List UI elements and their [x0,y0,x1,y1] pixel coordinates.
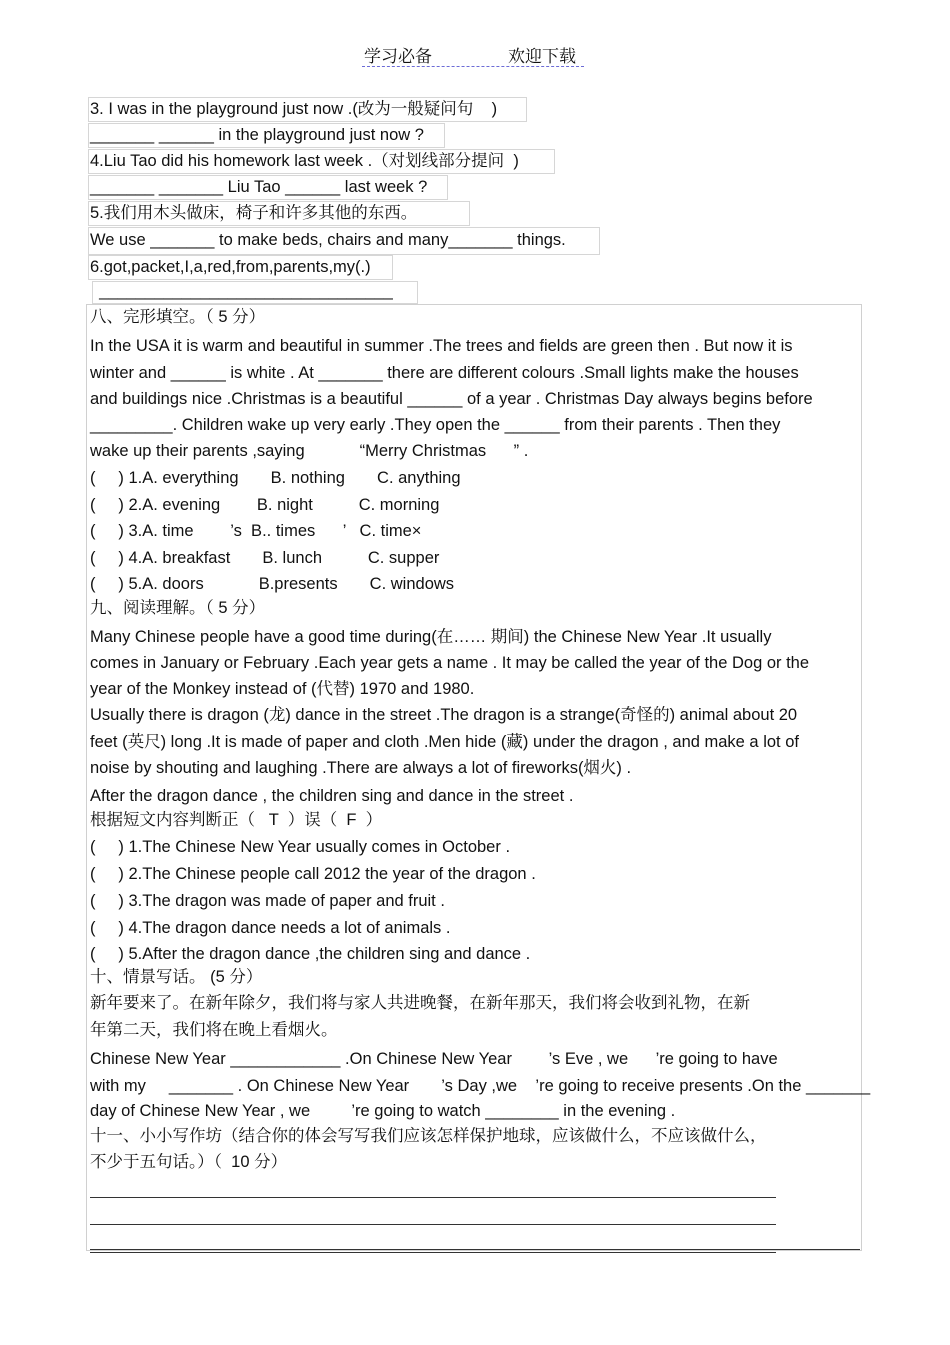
judge-instruction: 根据短文内容判断正（ T ）误（ F ） [90,811,383,829]
writing-line [90,1249,860,1250]
section-title-composition-2: 不少于五句话。）（ 10 分） [90,1153,288,1171]
question-line: 6.got,packet,I,a,red,from,parents,my(.) [90,258,371,276]
header-right: 欢迎下载 [508,47,576,66]
fill-line: Chinese New Year ____________ .On Chinese New Year ’s Eve , we ’re going to have [90,1050,778,1068]
page-header [362,40,584,67]
passage-line: comes in January or February .Each year gets a name . It may be called the year of the Dog or the [90,654,810,672]
section-title-composition: 十一、小小写作坊（结合你的体会写写我们应该怎样保护地球，应该做什么，不应该做什么， [90,1127,767,1145]
answer-blank-line: _______ ______ in the playground just now ? [90,126,424,144]
writing-line [90,1224,776,1225]
passage-line: year of the Monkey instead of (代替) 1970 and 1980. [90,680,475,698]
judge-question: ( ) 1.The Chinese New Year usually comes in October . [90,838,511,856]
header-left: 学习必备 [364,47,432,66]
answer-blank-line: We use _______ to make beds, chairs and many_______ things. [90,231,566,249]
section-title-reading: 九、阅读理解。（ 5 分） [90,599,266,617]
option-line: ( ) 2.A. evening B. night C. morning [90,496,440,514]
passage-line: noise by shouting and laughing .There are always a lot of fireworks(烟火) . [90,759,632,777]
passage-line: Many Chinese people have a good time during(在…… 期间) the Chinese New Year .It usually [90,628,772,646]
answer-blank-line: ________________________________ [90,282,393,300]
option-line: ( ) 4.A. breakfast B. lunch C. supper [90,549,440,567]
prompt-line: 年第二天，我们将在晚上看烟火。 [90,1021,338,1039]
question-line: 5.我们用木头做床，椅子和许多其他的东西。 [90,204,418,222]
answer-blank-line: _______ _______ Liu Tao ______ last week ? [90,178,428,196]
option-line: ( ) 5.A. doors B.presents C. windows [90,575,455,593]
passage-line: _________. Children wake up very early .They open the ______ from their parents . Then they [90,416,781,434]
passage-line: In the USA it is warm and beautiful in summer .The trees and fields are green then . But now it is [90,337,793,355]
option-line: ( ) 1.A. everything B. nothing C. anything [90,469,461,487]
prompt-line: 新年要来了。在新年除夕，我们将与家人共进晚餐，在新年那天，我们将会收到礼物，在新 [90,994,750,1012]
option-line: ( ) 3.A. time ’s B.. times ’ C. time× [90,522,422,540]
judge-question: ( ) 2.The Chinese people call 2012 the year of the dragon . [90,865,536,883]
passage-line: winter and ______ is white . At _______ there are different colours .Small lights make the houses [90,364,799,382]
passage-line: feet (英尺) long .It is made of paper and cloth .Men hide (藏) under the dragon , and make a lot of [90,733,799,751]
judge-question: ( ) 3.The dragon was made of paper and fruit . [90,892,445,910]
passage-line: After the dragon dance , the children sing and dance in the street . [90,787,574,805]
judge-question: ( ) 5.After the dragon dance ,the children sing and dance . [90,945,531,963]
fill-line: with my _______ . On Chinese New Year ’s Day ,we ’re going to receive presents .On the _______ [90,1077,871,1095]
judge-question: ( ) 4.The dragon dance needs a lot of animals . [90,919,451,937]
section-title-situation: 十、情景写话。 (5 分） [90,968,263,986]
passage-line: wake up their parents ,saying “Merry Christmas ” . [90,442,529,460]
passage-line: Usually there is dragon (龙) dance in the street .The dragon is a strange(奇怪的) animal about 20 [90,706,798,724]
section-title-cloze: 八、完形填空。（ 5 分） [90,308,266,326]
writing-line [90,1252,776,1253]
fill-line: day of Chinese New Year , we ’re going to watch ________ in the evening . [90,1102,676,1120]
writing-line [90,1197,776,1198]
passage-line: and buildings nice .Christmas is a beautiful ______ of a year . Christmas Day always begins before [90,390,813,408]
question-line: 4.Liu Tao did his homework last week .（对划线部分提问 ) [90,152,519,170]
question-line: 3. I was in the playground just now .(改为一般疑问句 ) [90,100,498,118]
